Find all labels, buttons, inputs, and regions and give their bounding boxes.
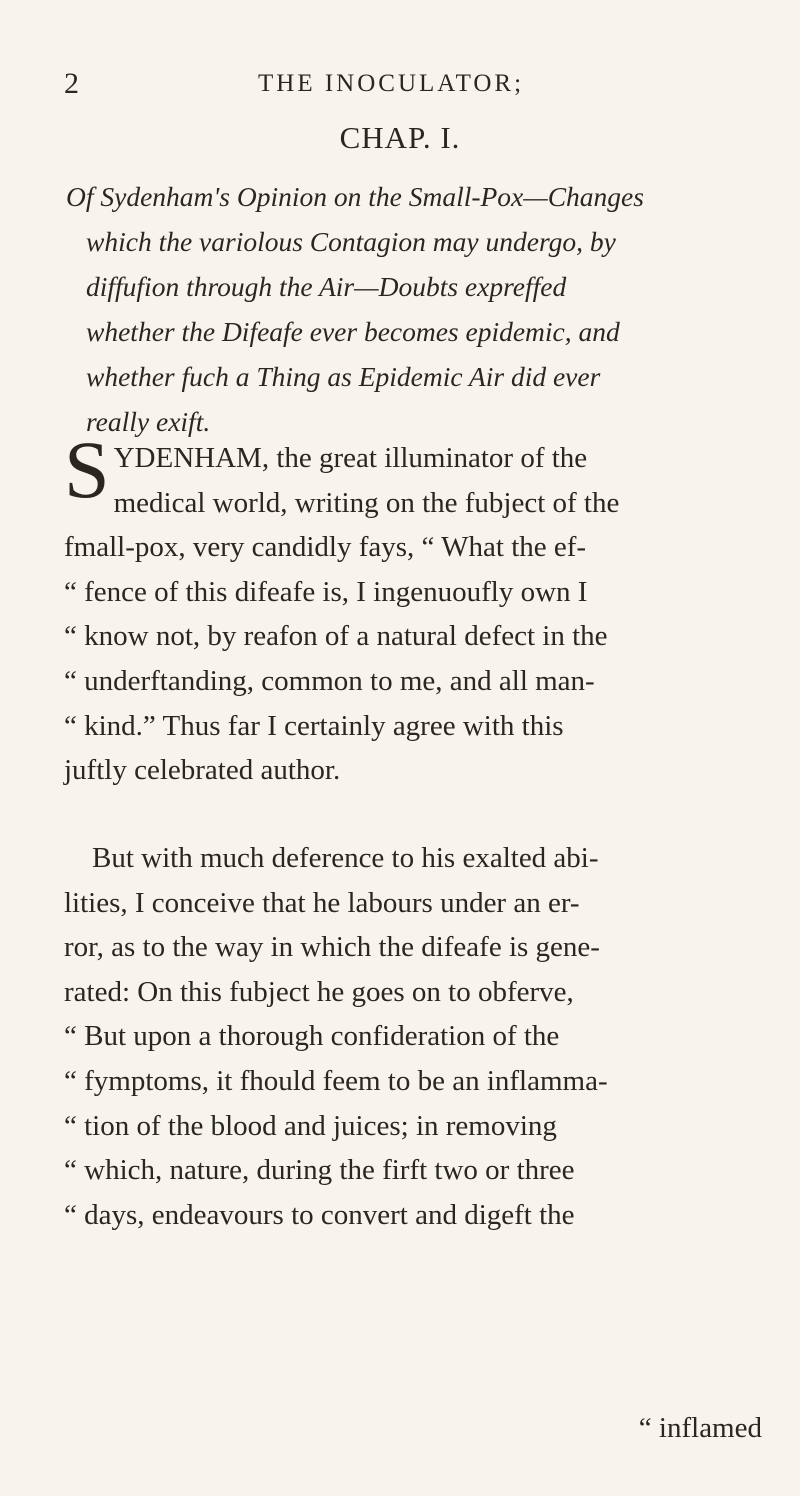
- summary-line: really exift.: [86, 406, 211, 437]
- chapter-title: CHAP. I.: [339, 120, 461, 155]
- summary-line: which the variolous Contagion may undergo, by: [86, 226, 616, 257]
- summary-line: diffufion through the Air—Doubts expreffed: [86, 271, 567, 302]
- drop-capital: S: [64, 424, 110, 515]
- paragraph-line: fmall-pox, very candidly fays, “ What the ef-: [64, 531, 587, 564]
- page-number: 2: [64, 67, 79, 100]
- summary-line: whether fuch a Thing as Epidemic Air did ever: [86, 361, 601, 392]
- paragraph-line: ror, as to the way in which the difeafe is gene-: [64, 931, 600, 964]
- page-header: [0, 64, 800, 104]
- paragraph-line: “ tion of the blood and juices; in removing: [64, 1109, 557, 1142]
- paragraph-line: “ kind.” Thus far I certainly agree with this: [64, 709, 564, 742]
- paragraph-line: “ which, nature, during the firft two or three: [64, 1154, 575, 1187]
- paragraph-line: medical world, writing on the fubject of the: [113, 486, 620, 519]
- running-head: THE INOCULATOR;: [258, 70, 525, 97]
- summary-line: Of Sydenham's Opinion on the Small-Pox—Changes: [66, 181, 644, 212]
- paragraph-sydenham: [64, 424, 744, 793]
- paragraph-line: “ know not, by reafon of a natural defect in the: [64, 620, 608, 653]
- paragraph-line: “ fence of this difeafe is, I ingenuoufly own I: [64, 575, 588, 608]
- paragraph-line: rated: On this fubject he goes on to obferve,: [64, 975, 574, 1008]
- paragraph-line: “ fymptoms, it fhould feem to be an inflamma-: [64, 1064, 608, 1097]
- summary-line: whether the Difeafe ever becomes epidemic, and: [86, 316, 620, 347]
- catchword: “ inflamed: [638, 1412, 762, 1444]
- paragraph-line: “ But upon a thorough confideration of the: [64, 1020, 560, 1053]
- paragraph-line: “ underftanding, common to me, and all man-: [64, 664, 595, 697]
- paragraph-line: YDENHAM, the great illuminator of the: [113, 442, 588, 474]
- paragraph-line: But with much deference to his exalted abi-: [92, 842, 599, 874]
- dropcap-block: [64, 424, 744, 525]
- paragraph-deference: [64, 836, 744, 1237]
- paragraph-line: juftly celebrated author.: [64, 754, 341, 787]
- chapter-summary: [66, 174, 746, 444]
- paragraph-line: “ days, endeavours to convert and digeft the: [64, 1198, 575, 1231]
- paragraph-line: lities, I conceive that he labours under an er-: [64, 886, 580, 919]
